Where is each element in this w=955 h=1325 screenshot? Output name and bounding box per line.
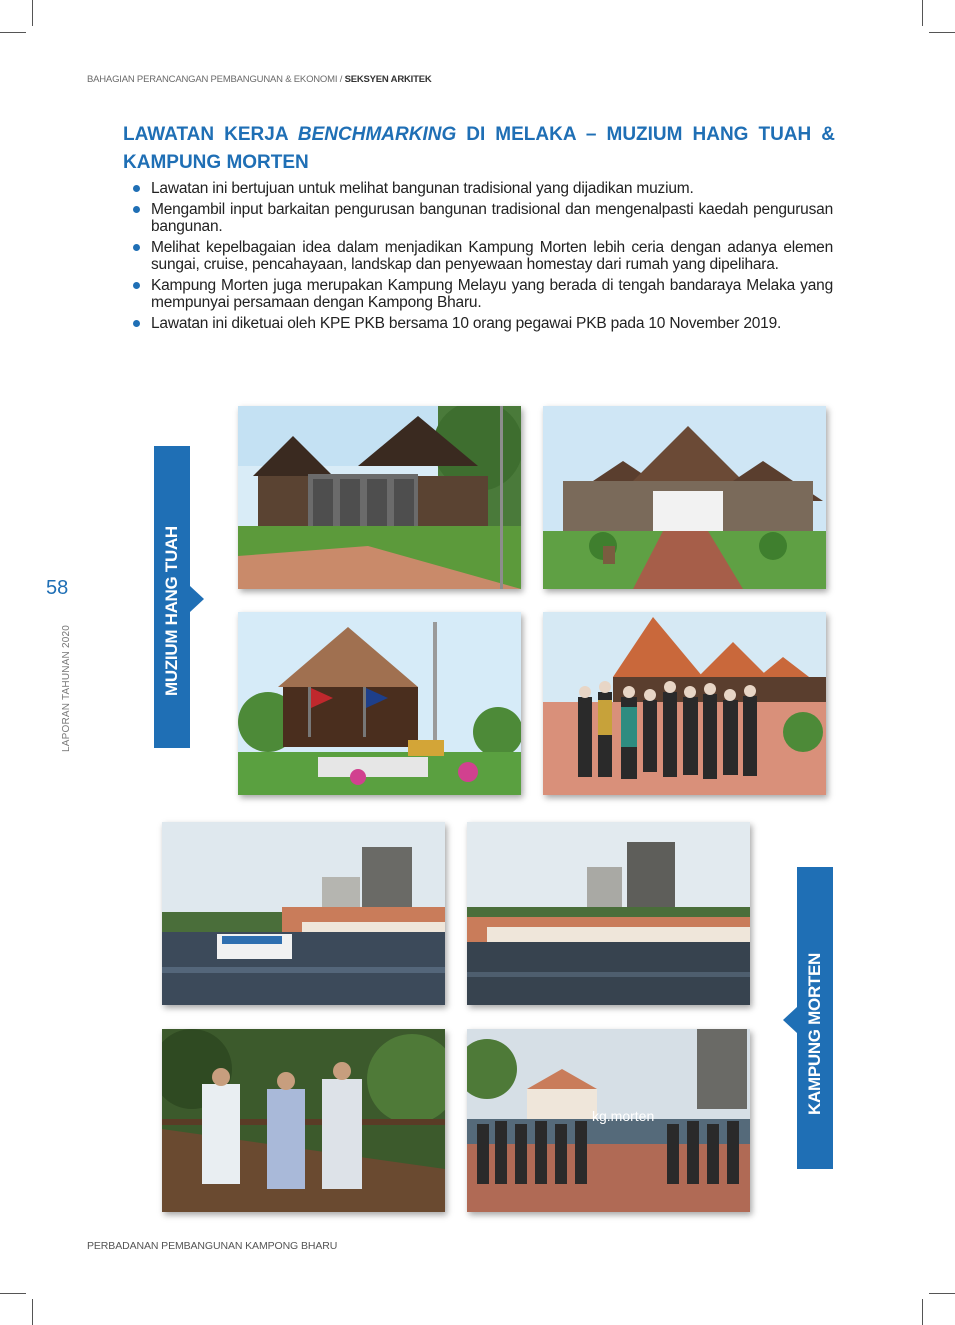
running-footer: PERBADANAN PEMBANGUNAN KAMPONG BHARU — [87, 1240, 338, 1252]
crop-mark — [922, 0, 923, 26]
photo-wooden-house-flags — [238, 612, 521, 795]
arrow-right-icon — [190, 586, 204, 612]
bullet-text: Mengambil input barkaitan pengurusan bangunan tradisional dan mengenalpasti kaedah pengurusan bangunan. — [151, 201, 833, 235]
header-subsection: SEKSYEN ARKITEK — [344, 74, 432, 85]
header-separator: / — [337, 74, 345, 85]
bullet-icon — [133, 320, 140, 327]
bullet-icon — [133, 244, 140, 251]
bullet-list — [133, 180, 833, 336]
page-title — [123, 121, 835, 177]
title-italic: BENCHMARKING — [297, 124, 457, 145]
header-section: BAHAGIAN PERANCANGAN PEMBANGUNAN & EKONOMI — [87, 74, 338, 85]
section-tab-kampung — [797, 867, 833, 1169]
photo-group-museum — [543, 612, 826, 795]
tab-kampung-label: KAMPUNG MORTEN — [805, 952, 824, 1115]
list-item — [133, 201, 833, 235]
photo-museum-stone-panels — [238, 406, 521, 589]
photo-river-view — [467, 822, 750, 1005]
page-number: 58 — [46, 577, 69, 599]
bullet-icon — [133, 185, 140, 192]
bullet-text: Lawatan ini diketuai oleh KPE PKB bersama 10 orang pegawai PKB pada 10 November 2019. — [151, 315, 782, 332]
list-item — [133, 315, 833, 332]
side-report-label: LAPORAN TAHUNAN 2020 — [61, 624, 72, 752]
photo-river-boat — [162, 822, 445, 1005]
list-item — [133, 180, 833, 197]
arrow-left-icon — [783, 1007, 797, 1033]
photo-walkway-group — [162, 1029, 445, 1212]
tab-museum-label: MUZIUM HANG TUAH — [162, 526, 181, 696]
bullet-text: Melihat kepelbagaian idea dalam menjadikan Kampung Morten lebih ceria dengan adanya elemen sungai, cruise, pencahayaan, landskap dan penyewaan homestay dari rumah yang dipelihara. — [151, 239, 833, 273]
crop-mark — [0, 1293, 26, 1294]
title-part2: DI MELAKA – MUZIUM HANG TUAH & KAMPUNG MORTEN — [123, 124, 836, 173]
list-item — [133, 239, 833, 273]
crop-mark — [0, 32, 26, 33]
sign-text: kg.morten — [592, 1108, 655, 1124]
running-header — [87, 74, 432, 85]
section-tab-museum — [154, 446, 190, 748]
crop-mark — [922, 1299, 923, 1325]
crop-mark — [929, 32, 955, 33]
photo-museum-front — [543, 406, 826, 589]
crop-mark — [32, 1299, 33, 1325]
bullet-text: Kampung Morten juga merupakan Kampung Melayu yang berada di tengah bandaraya Melaka yang mempunyai persamaan dengan Kampong Bharu. — [151, 277, 833, 311]
crop-mark — [929, 1293, 955, 1294]
bullet-icon — [133, 206, 140, 213]
crop-mark — [32, 0, 33, 26]
bullet-text: Lawatan ini bertujuan untuk melihat bangunan tradisional yang dijadikan muzium. — [151, 180, 694, 197]
title-part1: LAWATAN KERJA — [123, 124, 298, 145]
bullet-icon — [133, 282, 140, 289]
photo-group-kampung — [467, 1029, 750, 1212]
list-item — [133, 277, 833, 311]
